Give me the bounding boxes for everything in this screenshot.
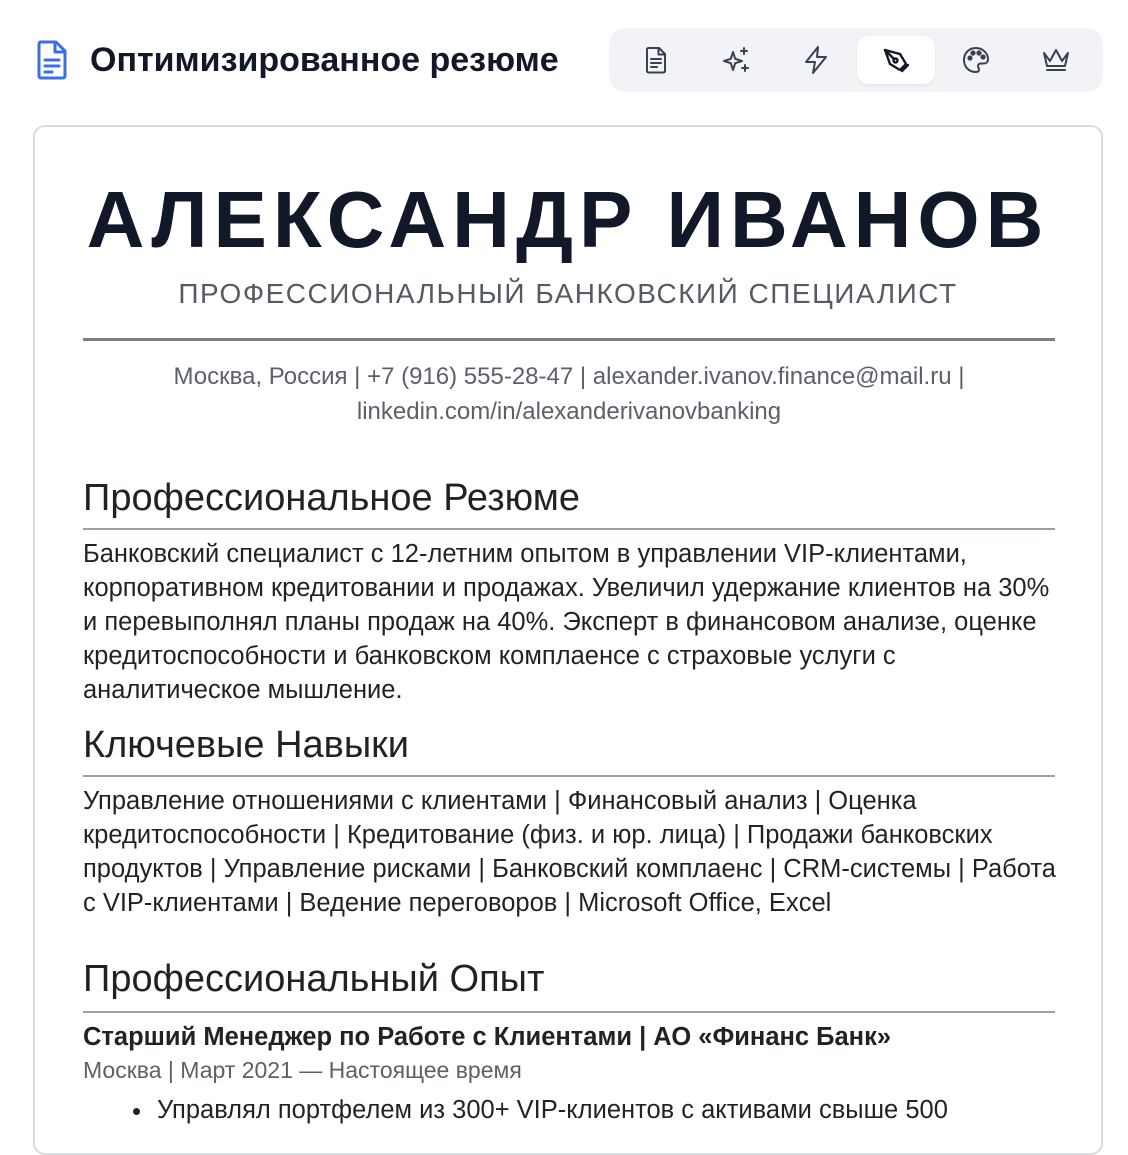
- tool-sparkles[interactable]: [697, 36, 775, 84]
- contact-line: Москва, Россия | +7 (916) 555-28-47 | alexander.ivanov.finance@mail.ru | linkedin.com/in/alexanderivanovbanking: [173, 363, 965, 425]
- sparkles-icon: [720, 44, 752, 76]
- skills-text: Управление отношениями с клиентами | Финансовый анализ | Оценка кредитоспособности | Кредитование (физ. и юр. лица) | Продажи банковских продуктов | Управление рисками | Банковский комплаенс | CRM-системы | Работа с VIP-клиентами | Ведение переговоров | Microsoft Office, Excel: [83, 787, 1056, 917]
- tool-crown[interactable]: [1017, 36, 1095, 84]
- document-icon: [36, 40, 68, 80]
- view-toolbar: [609, 28, 1103, 92]
- section-divider: [83, 775, 1055, 777]
- tool-palette[interactable]: [937, 36, 1015, 84]
- palette-icon: [960, 44, 992, 76]
- skills-heading: Ключевые Навыки: [83, 724, 410, 766]
- resume-preview: [33, 125, 1103, 1155]
- summary-text: Банковский специалист с 12-летним опытом в управлении VIP-клиентами, корпоративном кредитовании и продажах. Увеличил удержание клиентов на 30% и перевыполнял планы продаж на 40%. Эксперт в финансовом анализе, оценке кредитоспособности и банковском комплаенсе с страховые услуги с аналитическое мышление.: [83, 540, 1050, 704]
- resume-subtitle: ПРОФЕССИОНАЛЬНЫЙ БАНКОВСКИЙ СПЕЦИАЛИСТ: [178, 278, 958, 309]
- summary-heading: Профессиональное Резюме: [83, 477, 580, 519]
- job-bullets: [83, 1093, 1063, 1127]
- tool-lightning[interactable]: [777, 36, 855, 84]
- section-divider: [83, 1011, 1055, 1013]
- section-divider: [83, 528, 1055, 530]
- resume-name: АЛЕКСАНДР ИВАНОВ: [86, 175, 1050, 264]
- crown-icon: [1040, 44, 1072, 76]
- tool-pen[interactable]: [857, 36, 935, 84]
- pen-tool-icon: [880, 44, 912, 76]
- tool-file-text[interactable]: [617, 36, 695, 84]
- header-divider: [83, 338, 1055, 341]
- lightning-icon: [800, 44, 832, 76]
- experience-heading: Профессиональный Опыт: [83, 958, 545, 1000]
- page-title: Оптимизированное резюме: [90, 41, 559, 79]
- job-title: Старший Менеджер по Работе с Клиентами | АО «Финанс Банк»: [83, 1023, 892, 1051]
- file-text-icon: [640, 44, 672, 76]
- job-meta: Москва | Март 2021 — Настоящее время: [83, 1057, 522, 1083]
- list-item: Управлял портфелем из 300+ VIP-клиентов с активами свыше 500: [83, 1093, 1063, 1127]
